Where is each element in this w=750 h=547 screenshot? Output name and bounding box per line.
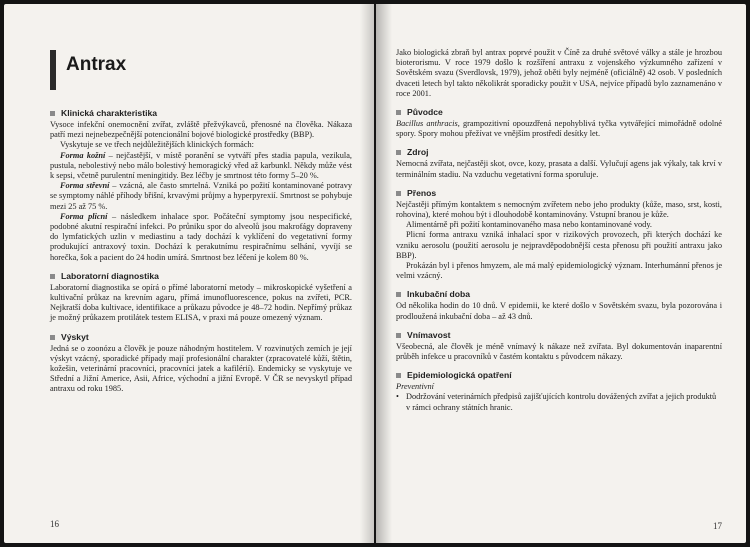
paragraph: [50, 151, 352, 182]
section-heading: [50, 332, 352, 343]
subheading: Preventivní: [396, 382, 434, 392]
section-lab-diagnostics: [50, 271, 352, 324]
gutter-shadow: [360, 4, 374, 543]
section-susceptibility: [396, 330, 722, 362]
paragraph-text: , grampozitivní opouzdřená nepohyblivá tyčka vytvářející mimořádně odolné spory. Spory mohou přežívat ve vnějším prostředí desítky let.: [396, 119, 722, 139]
square-bullet-icon: [396, 292, 401, 297]
page-number: 16: [50, 519, 59, 529]
section-heading: [50, 108, 352, 119]
paragraph: Vysoce infekční onemocnění zvířat, zvláště přežvýkavců, přenosné na člověka. Nákaza patří mezi nejnebezpečnější potencionální bojové biologické prostředky (BBP).: [50, 120, 352, 140]
chapter-heading: [50, 50, 126, 90]
paragraph: Od několika hodin do 10 dnů. V epidemii, ke které došlo v Sovětském svazu, byla pozorována i prodloužená inkubační doba – až 43 dnů.: [396, 301, 722, 321]
bullet-icon: •: [396, 392, 399, 402]
form-text: – vzácná, ale často smrtelná. Vzniká po požití kontaminované potravy se symptomy náhlé příhody břišní, krvavými průjmy a hyperpyrexií. Smrtnost se pohybuje mezi 25 až 75 %.: [50, 181, 352, 211]
section-heading-text: Laboratorní diagnostika: [61, 270, 159, 281]
page-number: 17: [713, 521, 722, 531]
form-text: – následkem inhalace spor. Počáteční symptomy jsou nespecifické, podobné akutní respirační infekci. Po průniku spor do alveolů jsou makrofágy dopraveny do lymfatických uzlin v mediastinu a tady dochází k vyklíčení do vegetativní formy produkující antraxový toxin. Dochází k perakutnímu respiračnímu selhání, vyvíjí se horečka, šok a pacient do 24 hodin umírá. Smrtnost bez léčení je kolem 80 %.: [50, 211, 352, 262]
paragraph: [396, 119, 722, 139]
list-item: [396, 392, 722, 412]
section-transmission: [396, 188, 722, 282]
section-clinical: [50, 108, 352, 263]
section-heading-text: Inkubační doba: [407, 289, 471, 300]
paragraph: Alimentárně při požití kontaminovaného masa nebo kontaminované vody.: [406, 220, 653, 230]
section-heading: [50, 271, 352, 282]
paragraph: Nejčastěji přímým kontaktem s nemocným zvířetem nebo jeho produkty (kůže, maso, srst, kosti, rohovina), které mohou být i dlouhodobě kontaminovány. Vstupní branou je kůže.: [396, 199, 722, 220]
paragraph: Plicní forma antraxu vzniká inhalací spor v rizikových provozech, při kterých dochází ke vzniku aerosolu (použití aerosolu je nejpravděpodobnější cesta přenosu při použití antraxu jako BBP).: [396, 230, 722, 260]
square-bullet-icon: [396, 110, 401, 115]
paragraph: Laboratorní diagnostika se opírá o přímé laboratorní metody – mikroskopické vyšetření a kultivační průkaz na krevním agaru, přímá imunofluorescence, pokus na zvířeti, PCR. Nejkratší doba kultivace, identifikace a průkazu původce je 48–72 hodin. Nepřímý průkaz je možný průkazem protilátek testem ELISA, v praxi má pouze omezený význam.: [50, 282, 352, 323]
paragraph: Prokázán byl i přenos hmyzem, ale má malý epidemiologický význam. Interhumánní přenos je velmi vzácný.: [396, 261, 722, 281]
right-content: [396, 48, 722, 421]
section-heading: [396, 289, 722, 300]
paragraph: Všeobecná, ale člověk je méně vnímavý k nákaze než zvířata. Byl dokumentován inaparentní průběh infekce u pracovníků v častém kontaktu s původcem nákazy.: [396, 341, 722, 362]
section-heading-text: Epidemiologická opatření: [407, 370, 512, 381]
section-heading-text: Výskyt: [61, 331, 89, 342]
gutter-shadow: [376, 4, 392, 543]
section-heading-text: Přenos: [407, 187, 437, 198]
section-heading-text: Vnímavost: [407, 329, 451, 340]
section-incubation: [396, 289, 722, 321]
list-item-text: Dodržování veterinárních předpisů zajišťujících kontrolu dovážených zvířat a jejich produktů v rámci ochrany státních hranic.: [406, 392, 717, 412]
left-content: [50, 108, 352, 403]
section-agent: [396, 107, 722, 139]
section-source: [396, 147, 722, 179]
paragraph: [50, 212, 352, 263]
section-heading: [396, 330, 722, 341]
square-bullet-icon: [396, 150, 401, 155]
square-bullet-icon: [50, 111, 55, 116]
section-heading-text: Klinická charakteristika: [61, 108, 158, 118]
section-heading-text: Zdroj: [407, 147, 429, 158]
form-text: – nejčastější, v místě poranění se vytváří přes stadia papula, vezikula, pustula, nebolestivý nebo málo bolestivý hemoragický vřed až karbunkl. Někdy může vést k sepsi, včetně purulentní meningitidy. Bez léčby je smrtnost této formy 5–20 %.: [50, 150, 352, 181]
square-bullet-icon: [396, 191, 401, 196]
paragraph: Nemocná zvířata, nejčastěji skot, ovce, kozy, prasata a další. Vylučují agens jak výkaly, tak krví v terminálním stadiu. Na vzduchu vegetativní forma sporuluje.: [396, 159, 722, 179]
intro: [396, 48, 722, 99]
section-occurrence: [50, 332, 352, 395]
square-bullet-icon: [396, 373, 401, 378]
right-page: [376, 4, 746, 543]
square-bullet-icon: [50, 335, 55, 340]
square-bullet-icon: [50, 274, 55, 279]
form-label: Forma plicní: [60, 211, 108, 221]
paragraph: Vyskytuje se ve třech nejdůležitějších klinických formách:: [60, 140, 254, 150]
section-heading: [396, 188, 722, 199]
section-heading: [396, 370, 722, 381]
paragraph: Jedná se o zoonózu a člověk je pouze náhodným hostitelem. V rozvinutých zemích je její výskyt vzácný, sporadické případy mají profesionální charakter (zpracovatelé kůží, štětin, kožešin, veterinární pracovníci, pracovníci jatek a kafilérií). Endemicky se vyskytuje ve Střední a Jižní Americe, Asii, Africe, východní a jižní Evropě. V ČR se nevyskytl případ antraxu od roku 1985.: [50, 343, 352, 394]
section-heading: [396, 147, 722, 158]
square-bullet-icon: [396, 333, 401, 338]
section-heading-text: Původce: [407, 107, 443, 118]
paragraph: [50, 181, 352, 212]
paragraph: Jako biologická zbraň byl antrax poprvé použit v Číně za druhé světové války a stále je hrozbou bioterorismu. V roce 1979 došlo k rozšíření antraxu z vojenského výzkumného zařízení v Sovětském svazu (Sverdlovsk, 1979), jehož oběti byly nejméně (oficiálně) 42 osob. V posledních dvaceti letech byl takto několikrát sporadicky použit v USA, nejvíce případů bylo zaznamenáno v roce 2001.: [396, 48, 722, 98]
section-heading: [396, 107, 722, 118]
form-label: Forma střevní: [60, 181, 110, 191]
section-epidemiological-measures: [396, 370, 722, 413]
form-label: Forma kožní: [60, 150, 106, 160]
left-page: [4, 4, 374, 543]
chapter-title: Antrax: [66, 54, 127, 75]
chapter-bar: [50, 50, 56, 90]
species-name: Bacillus anthracis: [396, 119, 458, 129]
